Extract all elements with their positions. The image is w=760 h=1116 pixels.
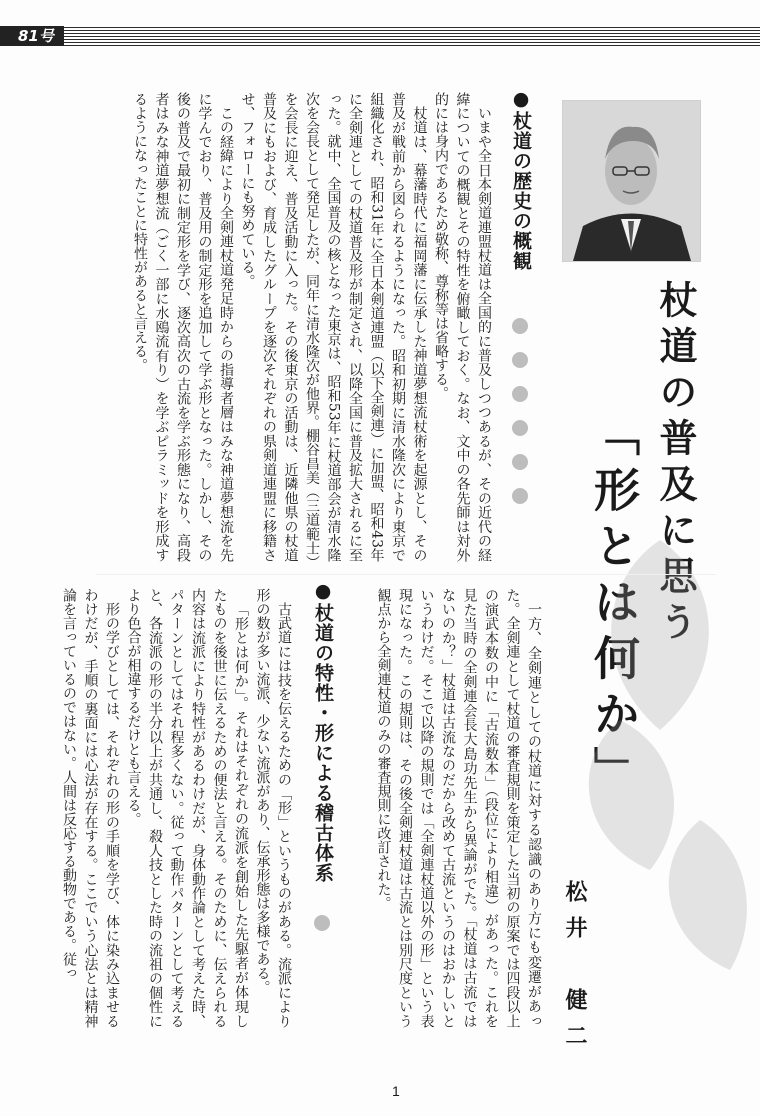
section1-paragraph-3: この経緯により全剣連杖道発足時からの指導者層はみな神道夢想流を先に学んでおり、普及用の制定形を追加して学ぶ形となった。しかし、その後の普及で最初に制定形を学び、逐次高次の古流を学ぶ形態になり、高段者はみな神道夢想流（ごく一部に水鴎流有り）を学ぶピラミッドを形成するようになったことに特性があると言える。 [132, 92, 234, 562]
dot-decoration [512, 318, 528, 334]
section2-paragraph-2: 「形とは何か」。それはそれぞれの流派を創始した先駆者が体現したものを後世に伝えるための便法と言える。そのために、伝えられる内容は流派により特性があるわけだが、身体動作論として考えた時、パターンとしてはそれ程多くない。従って動作パターンとして考えると、各流派の形の半分以上が共通し、殺人技とした時の流祖の個性により色合が相違するだけとも言える。 [125, 588, 249, 1028]
section1b-paragraph: 一方、全剣連としての杖道に対する認識のあり方にも変遷があった。全剣連として杖道の審査規則を策定した当初の原案では四段以上の演武本数の中に「古流数本」（段位により相違）があった。これを見た当時の全剣連会長大島功先生から異論がでた。「杖道は古流ではないのか？」杖道は古流なのだから改めて古流というのはおかしいというわけだ。そこで以降の規則では「全剣連杖道以外の形」という表現になった。この規則は、その後全剣連杖道は古流とは別尺度という観点から全剣連杖道のみの審査規則に改訂された。 [375, 588, 542, 1029]
article-title-line2: 「形とは何か」 [587, 410, 641, 802]
section2-heading [310, 580, 337, 940]
section2-heading-text: 杖道の特性・形による稽古体系 [312, 603, 334, 883]
section1-paragraph-1: いまや全日本剣道連盟杖道は全国的に普及しつつあるが、その近代の経緯についての概観とその特性を俯瞰しておく。なお、文中の各先師は対外的には身内であるため敬称、尊称等は省略する。 [433, 92, 492, 562]
header-band [0, 26, 760, 46]
dot-decoration [512, 420, 528, 436]
section2-body [61, 588, 294, 1029]
section-divider [96, 574, 716, 575]
article-title-line1: 杖道の普及に思う [653, 280, 698, 648]
bullet-icon: ● [312, 580, 334, 603]
section2-dots [314, 915, 330, 949]
dot-decoration [314, 915, 330, 931]
section1-heading [508, 88, 535, 348]
issue-tab: 81号 [0, 26, 64, 46]
section1-paragraph-2: 杖道は、幕藩時代に福岡藩に伝承した神道夢想流杖術を起源とし、その普及が戦前から図られるようになった。昭和初期に清水隆次により東京で組織化され、昭和31年に全日本剣道連盟（以下全剣連）に加盟、昭和43年に全剣連としての杖道普及形が制定され、以降全国に普及拡大されるに至った。就中、全国普及の核となった東京は、昭和53年に杖道部会が清水隆次を会長として発足したが、同年に清水隆次が他界。棚谷昌美（三道範士）を会長に迎え、普及活動に入った。その後東京の活動は、近隣他県の杖道普及にもおよび、育成したグループを逐次それぞれの県剣道連盟に移籍させ、フォローにも努めている。 [239, 92, 428, 562]
section2-paragraph-1: 古武道には技を伝えるための「形」というものがある。流派により形の数が多い流派、少ない流派があり、伝承形態は多様である。 [254, 588, 292, 1028]
section1-body [94, 92, 494, 562]
section2-paragraph-3: 形の学びとしては、それぞれの形の手順を学び、体に染み込ませるわけだが、手順の裏面には心法が存在する。ここでいう心法とは精神論を言っているのではない。人間は反応する動物である。従っ [61, 588, 120, 1029]
section1-dots [512, 318, 528, 522]
bullet-icon: ● [510, 88, 532, 111]
page-number: 1 [392, 1083, 400, 1099]
dot-decoration [512, 386, 528, 402]
dot-decoration [512, 352, 528, 368]
section1b-body [334, 588, 544, 1028]
leaf-decoration [560, 520, 760, 990]
dot-decoration [512, 488, 528, 504]
portrait-illustration [563, 101, 700, 261]
author-portrait [562, 100, 701, 262]
section1-heading-text: 杖道の歴史の概観 [510, 111, 532, 271]
article-author: 松井 健二 [562, 880, 588, 1060]
dot-decoration [512, 454, 528, 470]
